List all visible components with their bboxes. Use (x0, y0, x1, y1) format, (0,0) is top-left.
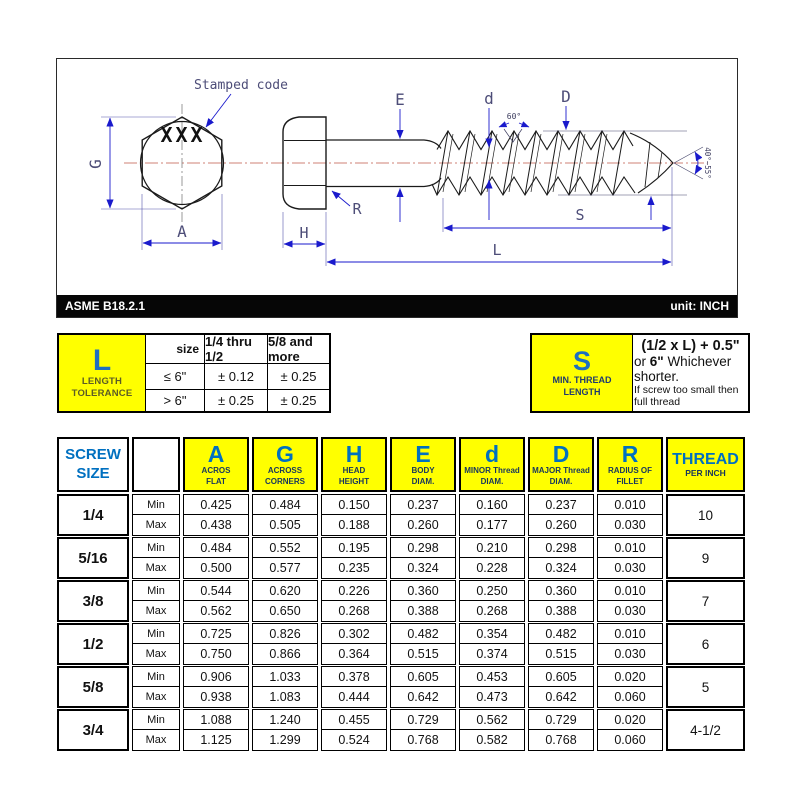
max-value: 0.750 (183, 644, 249, 665)
min-value: 0.354 (459, 623, 525, 644)
min-value: 0.605 (390, 666, 456, 687)
max-value: 0.562 (183, 601, 249, 622)
min-value: 0.210 (459, 537, 525, 558)
max-label: Max (132, 730, 180, 751)
min-value: 0.425 (183, 494, 249, 515)
col-letter: E (415, 441, 431, 468)
dim-label-s: S (575, 206, 585, 224)
screw-label: SCREW (65, 445, 121, 463)
tolerance-caption-2: TOLERANCE (71, 388, 133, 399)
col-letter: D (552, 441, 570, 468)
col-letter: A (207, 441, 225, 468)
dim-label-d-minor: d (484, 89, 494, 108)
point-top-edge (630, 133, 673, 163)
thread-bottom-profile (432, 177, 635, 195)
col-sub1: ACROSS (267, 466, 303, 476)
max-value: 0.642 (528, 687, 594, 708)
header-minmax-spacer (132, 437, 180, 492)
col-sub2: DIAM. (480, 476, 504, 486)
max-value: 0.938 (183, 687, 249, 708)
max-value: 0.524 (321, 730, 387, 751)
max-value: 0.577 (252, 558, 318, 579)
thread-length-symbol: S (572, 345, 591, 376)
min-value: 0.226 (321, 580, 387, 601)
max-label: Max (132, 601, 180, 622)
min-value: 0.562 (459, 709, 525, 730)
max-value: 0.268 (459, 601, 525, 622)
size-block-1/4 (57, 494, 745, 536)
min-value: 0.360 (528, 580, 594, 601)
max-value: 0.030 (597, 644, 663, 665)
max-value: 0.768 (390, 730, 456, 751)
body-bottom-line (326, 178, 441, 187)
stamped-code-leader (206, 94, 231, 127)
col-sub2: HEIGHT (338, 476, 370, 486)
min-value: 0.360 (390, 580, 456, 601)
min-value: 0.482 (390, 623, 456, 644)
col-sub2: FILLET (616, 476, 644, 486)
point-flank-1 (645, 142, 650, 187)
max-value: 0.188 (321, 515, 387, 536)
thread-length-caption-2: LENGTH (563, 386, 601, 397)
dim-label-r: R (352, 200, 362, 218)
header-col-e (390, 437, 456, 492)
min-value: 1.088 (183, 709, 249, 730)
thread-per-inch-value: 9 (666, 537, 745, 579)
tolerance-size-row1: ≤ 6" (146, 364, 204, 389)
screw-size-value: 3/4 (57, 709, 129, 751)
note-suffix: Whichever shorter. (634, 354, 732, 384)
dim-label-d-major: D (561, 87, 571, 106)
col-sub2: CORNERS (264, 476, 305, 486)
dimensions-table-body (57, 494, 745, 751)
max-value: 0.582 (459, 730, 525, 751)
screw-size-value: 1/4 (57, 494, 129, 536)
size-block-3/4 (57, 709, 745, 751)
screw-size-value: 1/2 (57, 623, 129, 665)
thread-length-caption-1: MIN. THREAD (552, 374, 612, 385)
max-value: 0.364 (321, 644, 387, 665)
screw-size-value: 5/8 (57, 666, 129, 708)
thread-per-inch-value: 5 (666, 666, 745, 708)
point-angle-line-bottom (674, 163, 703, 179)
col-sub1: MINOR Thread (464, 466, 520, 476)
min-value: 0.298 (528, 537, 594, 558)
point-angle-label: 40°~55° (703, 147, 712, 179)
point-bottom-edge (638, 163, 673, 193)
length-tolerance-table (57, 333, 331, 413)
header-col-r (597, 437, 663, 492)
header-col-d-minor (459, 437, 525, 492)
max-value: 0.866 (252, 644, 318, 665)
technical-drawing (56, 58, 738, 318)
max-value: 1.125 (183, 730, 249, 751)
thread-per-inch-value: 6 (666, 623, 745, 665)
size-block-5/16 (57, 537, 745, 579)
header-screw-size (57, 437, 129, 492)
min-value: 0.729 (528, 709, 594, 730)
col-sub1: MAJOR Thread (532, 466, 590, 476)
max-value: 0.030 (597, 558, 663, 579)
tolerance-header-col2: 5/8 and more (268, 335, 329, 363)
min-value: 0.237 (390, 494, 456, 515)
size-block-3/8 (57, 580, 745, 622)
min-value: 0.010 (597, 494, 663, 515)
thread-length-note (634, 354, 747, 384)
tolerance-value: ± 0.25 (268, 390, 329, 411)
col-letter: R (621, 441, 639, 468)
min-value: 0.020 (597, 709, 663, 730)
tolerance-header-size: size (146, 335, 204, 363)
min-value: 0.484 (183, 537, 249, 558)
col-sub2: DIAM. (549, 476, 573, 486)
min-value: 0.906 (183, 666, 249, 687)
dim-label-h: H (299, 224, 309, 242)
max-label: Max (132, 515, 180, 536)
max-value: 0.324 (528, 558, 594, 579)
max-value: 0.388 (528, 601, 594, 622)
max-value: 0.505 (252, 515, 318, 536)
tolerance-header-col1: 1/4 thru 1/2 (205, 335, 267, 363)
dim-label-a: A (177, 222, 187, 241)
standard-bar (57, 295, 737, 317)
col-sub2: FLAT (206, 476, 226, 486)
header-thread-per-inch (666, 437, 745, 492)
min-value: 1.240 (252, 709, 318, 730)
min-value: 0.725 (183, 623, 249, 644)
note-prefix: or (634, 354, 650, 369)
min-value: 0.826 (252, 623, 318, 644)
min-label: Min (132, 494, 180, 515)
min-value: 0.484 (252, 494, 318, 515)
thread-length-rule (633, 335, 748, 411)
max-value: 0.268 (321, 601, 387, 622)
max-value: 0.515 (390, 644, 456, 665)
tolerance-value: ± 0.12 (205, 364, 267, 389)
min-value: 0.298 (390, 537, 456, 558)
size-block-1/2 (57, 623, 745, 665)
tolerance-value: ± 0.25 (205, 390, 267, 411)
min-value: 0.482 (528, 623, 594, 644)
dimensions-table (57, 437, 745, 751)
screw-size-value: 3/8 (57, 580, 129, 622)
min-value: 0.010 (597, 580, 663, 601)
tolerance-size-row2: > 6" (146, 390, 204, 411)
max-label: Max (132, 644, 180, 665)
min-value: 0.010 (597, 537, 663, 558)
header-col-a (183, 437, 249, 492)
max-value: 0.515 (528, 644, 594, 665)
tolerance-caption-1: LENGTH (81, 376, 123, 388)
max-value: 0.650 (252, 601, 318, 622)
screw-size-value: 5/16 (57, 537, 129, 579)
col-sub1: BODY (411, 466, 435, 476)
lag-screw-diagram (57, 59, 738, 296)
max-value: 1.083 (252, 687, 318, 708)
min-value: 0.455 (321, 709, 387, 730)
dim-label-g: G (86, 159, 105, 169)
col-letter: d (484, 441, 500, 468)
thread-length-formula: (1/2 x L) + 0.5" (641, 338, 740, 354)
min-label: Min (132, 709, 180, 730)
min-value: 0.160 (459, 494, 525, 515)
point-angle-line-top (674, 147, 703, 163)
min-label: Min (132, 666, 180, 687)
dimensions-table-header (57, 437, 745, 492)
stamped-code-label: Stamped code (194, 78, 288, 93)
thread-top-profile (437, 131, 633, 150)
col-sub1: HEAD (342, 466, 366, 476)
standard-label: ASME B18.2.1 (65, 299, 146, 313)
max-value: 0.324 (390, 558, 456, 579)
col-sub2: DIAM. (411, 476, 435, 486)
header-col-g (252, 437, 318, 492)
min-value: 0.195 (321, 537, 387, 558)
min-value: 0.620 (252, 580, 318, 601)
r-leader (332, 191, 350, 206)
max-value: 0.500 (183, 558, 249, 579)
max-value: 0.388 (390, 601, 456, 622)
header-col-h (321, 437, 387, 492)
max-value: 0.768 (528, 730, 594, 751)
header-col-d-major (528, 437, 594, 492)
body-top-line (326, 140, 441, 149)
size-label: SIZE (76, 464, 110, 482)
min-value: 0.010 (597, 623, 663, 644)
min-value: 0.378 (321, 666, 387, 687)
min-value: 0.729 (390, 709, 456, 730)
point-flank-2 (658, 152, 662, 178)
min-value: 0.302 (321, 623, 387, 644)
col-sub1: RADIUS OF (608, 466, 652, 476)
max-value: 0.260 (528, 515, 594, 536)
min-label: Min (132, 537, 180, 558)
min-value: 0.605 (528, 666, 594, 687)
unit-label: unit: INCH (670, 299, 729, 313)
thread-angle-label: 60° (506, 112, 522, 121)
max-value: 0.030 (597, 601, 663, 622)
max-value: 0.473 (459, 687, 525, 708)
thread-label: THREAD (672, 450, 739, 468)
per-inch-label: PER INCH (685, 468, 726, 479)
thread-length-subnote: If screw too small then full thread (634, 384, 739, 408)
note-bold: 6" (649, 354, 664, 369)
stamp-text: XXX (160, 123, 206, 147)
min-value: 0.250 (459, 580, 525, 601)
max-label: Max (132, 687, 180, 708)
col-sub1: ACROS (201, 466, 231, 476)
min-label: Min (132, 580, 180, 601)
min-value: 0.552 (252, 537, 318, 558)
min-value: 0.237 (528, 494, 594, 515)
max-value: 0.060 (597, 687, 663, 708)
max-value: 0.260 (390, 515, 456, 536)
tolerance-symbol-cell (59, 335, 145, 411)
min-value: 0.150 (321, 494, 387, 515)
dim-label-e: E (395, 90, 405, 109)
min-thread-length-box (530, 333, 750, 413)
max-value: 0.444 (321, 687, 387, 708)
thread-angle-arrow-left (499, 123, 509, 127)
max-value: 0.235 (321, 558, 387, 579)
thread-per-inch-value: 4-1/2 (666, 709, 745, 751)
tolerance-value: ± 0.25 (268, 364, 329, 389)
thread-length-symbol-cell (532, 335, 632, 411)
max-label: Max (132, 558, 180, 579)
max-value: 0.177 (459, 515, 525, 536)
min-label: Min (132, 623, 180, 644)
thread-angle-arrow-right (519, 123, 529, 127)
min-value: 1.033 (252, 666, 318, 687)
col-letter: G (276, 441, 294, 468)
max-value: 0.642 (390, 687, 456, 708)
min-value: 0.020 (597, 666, 663, 687)
min-value: 0.453 (459, 666, 525, 687)
max-value: 0.374 (459, 644, 525, 665)
max-value: 0.438 (183, 515, 249, 536)
col-letter: H (345, 441, 363, 468)
max-value: 0.228 (459, 558, 525, 579)
min-value: 0.544 (183, 580, 249, 601)
thread-per-inch-value: 10 (666, 494, 745, 536)
max-value: 1.299 (252, 730, 318, 751)
thread-per-inch-value: 7 (666, 580, 745, 622)
size-block-5/8 (57, 666, 745, 708)
tolerance-symbol: L (92, 344, 112, 378)
dim-label-l: L (492, 241, 502, 259)
max-value: 0.060 (597, 730, 663, 751)
max-value: 0.030 (597, 515, 663, 536)
